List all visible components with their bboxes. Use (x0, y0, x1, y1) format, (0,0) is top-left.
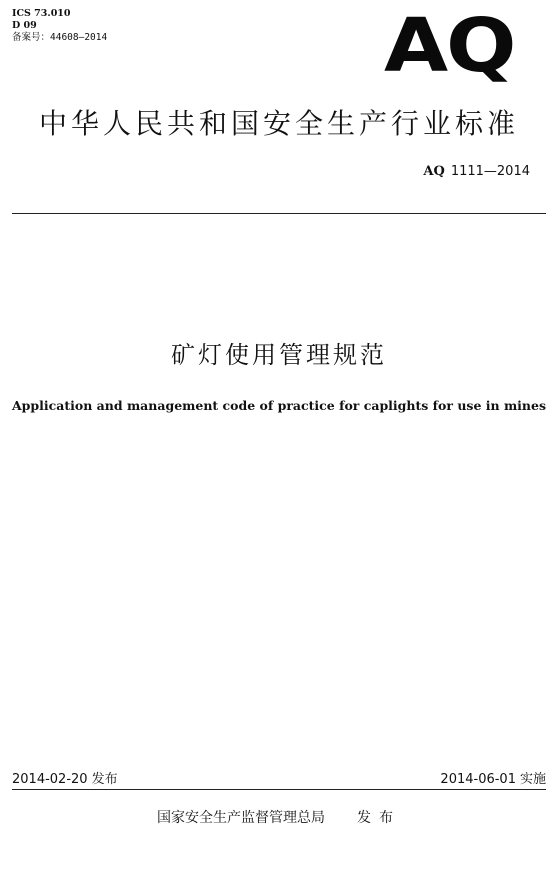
aq-logo: AQ (383, 3, 514, 89)
issuer-name: 国家安全生产监督管理总局 (157, 810, 325, 826)
ics-code: ICS 73.010 (12, 8, 71, 19)
standard-prefix: AQ (423, 164, 445, 179)
issuer-action: 发布 (357, 810, 401, 826)
ccs-code: D 09 (12, 20, 37, 31)
top-divider (12, 213, 546, 214)
classification-block (12, 8, 107, 44)
effective-date: 2014-06-01 (440, 772, 516, 787)
standard-code: 1111—2014 (450, 164, 530, 179)
issue-date: 2014-02-20 (12, 772, 88, 787)
effective-label: 实施 (519, 772, 546, 787)
filing-number: 备案号：44608—2014 (12, 32, 108, 43)
standard-category-title: 中华人民共和国安全生产行业标准 (38, 107, 519, 140)
effective-date-block (440, 768, 546, 787)
issue-label: 发布 (91, 772, 118, 787)
issuer-line (0, 808, 558, 828)
document-title-chinese: 矿灯使用管理规范 (171, 341, 387, 369)
document-title-english: Application and management code of practice for caplights for use in mines (11, 398, 546, 413)
bottom-divider (12, 789, 546, 790)
issue-date-block (12, 768, 118, 787)
standard-number (423, 164, 530, 179)
